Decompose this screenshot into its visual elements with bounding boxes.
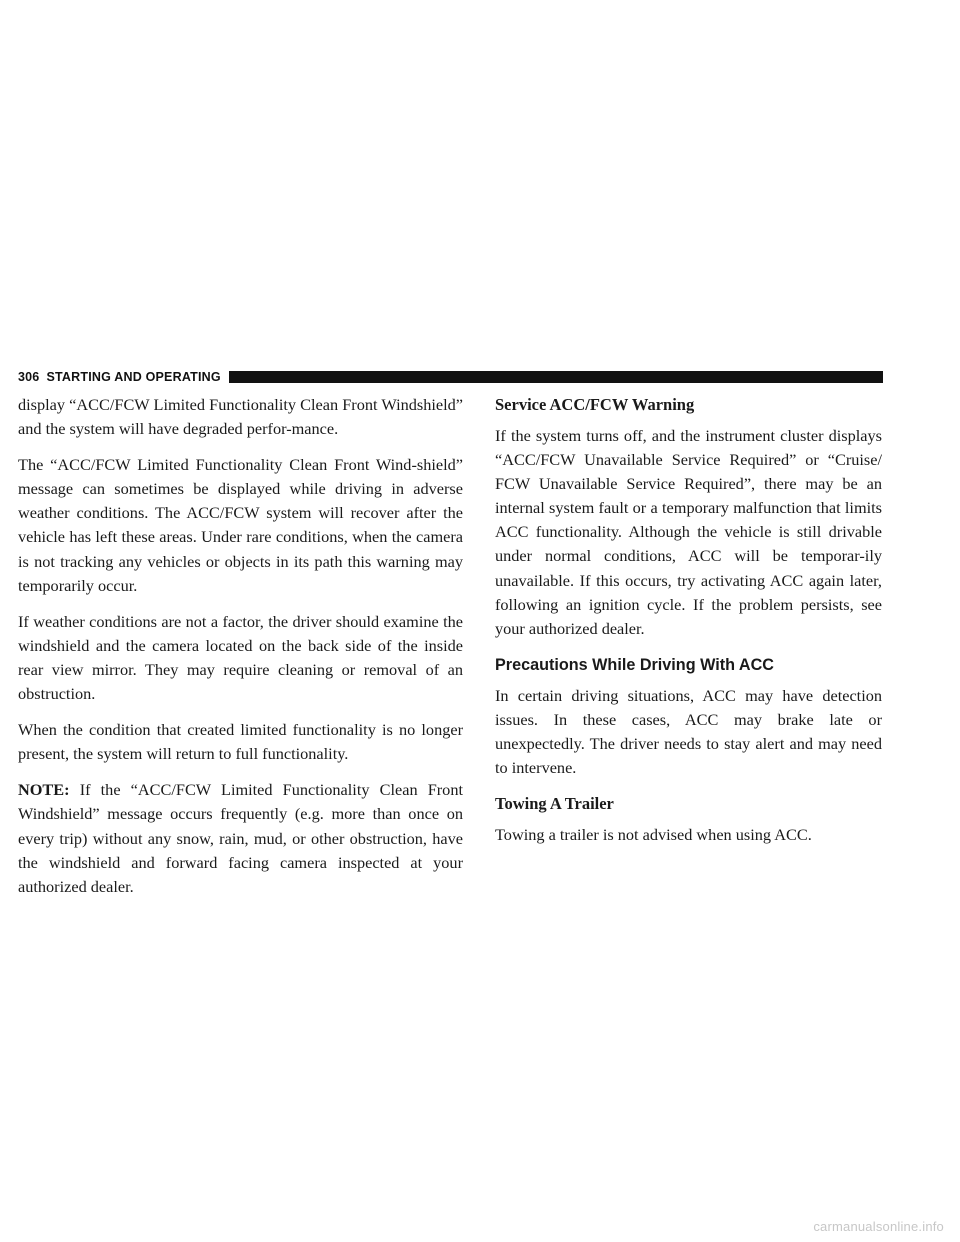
paragraph-precautions: In certain driving situations, ACC may have detection issues. In these cases, ACC may brake late or unexpectedly. The driver needs to stay alert and may need to intervene. [495,685,882,778]
page-header [18,369,883,385]
paragraph-service-warning: If the system turns off, and the instrument cluster displays “ACC/FCW Unavailable Service Required” or “Cruise/ FCW Unavailable Service Required”, there may be an internal system fault or a temporary malfunction that limits ACC functionality. Although the vehicle is still drivable under normal conditions, ACC will be temporar-ily unavailable. If this occurs, try activating ACC again later, following an ignition cycle. If the problem persists, see your authorized dealer. [495,426,882,638]
paragraph-full-functionality: When the condition that created limited functionality is no longer present, the system will return to full functionality. [18,720,463,764]
page-number: 306 [18,370,40,384]
left-column [18,393,463,911]
right-column [495,393,882,859]
paragraph-inspect-windshield: If weather conditions are not a factor, the driver should examine the windshield and the camera located on the back side of the inside rear view mirror. They may require cleaning or removal of an obstruction. [18,611,463,704]
note-paragraph [18,778,463,898]
heading-towing: Towing A Trailer [495,794,614,814]
watermark: carmanualsonline.info [813,1219,944,1234]
heading-precautions: Precautions While Driving With ACC [495,655,774,674]
header-rule [229,371,883,383]
paragraph-weather-message: The “ACC/FCW Limited Functionality Clean Front Wind-shield” message can sometimes be displayed while driving in adverse weather conditions. The ACC/FCW system will recover after the vehicle has left these areas. Under rare conditions, when the camera is not tracking any vehicles or objects in its path this warning may temporarily occur. [18,455,463,595]
paragraph-towing: Towing a trailer is not advised when using ACC. [495,825,812,845]
paragraph-degraded: display “ACC/FCW Limited Functionality Clean Front Windshield” and the system will have degraded perfor-mance. [18,395,463,439]
section-title: STARTING AND OPERATING [46,370,221,384]
note-text: If the “ACC/FCW Limited Functionality Clean Front Windshield” message occurs frequently (e.g. more than once on every trip) without any snow, rain, mud, or other obstruction, have the windshield and forward facing camera inspected at your authorized dealer. [18,780,463,896]
note-label: NOTE: [18,780,70,800]
heading-service-warning: Service ACC/FCW Warning [495,395,695,414]
